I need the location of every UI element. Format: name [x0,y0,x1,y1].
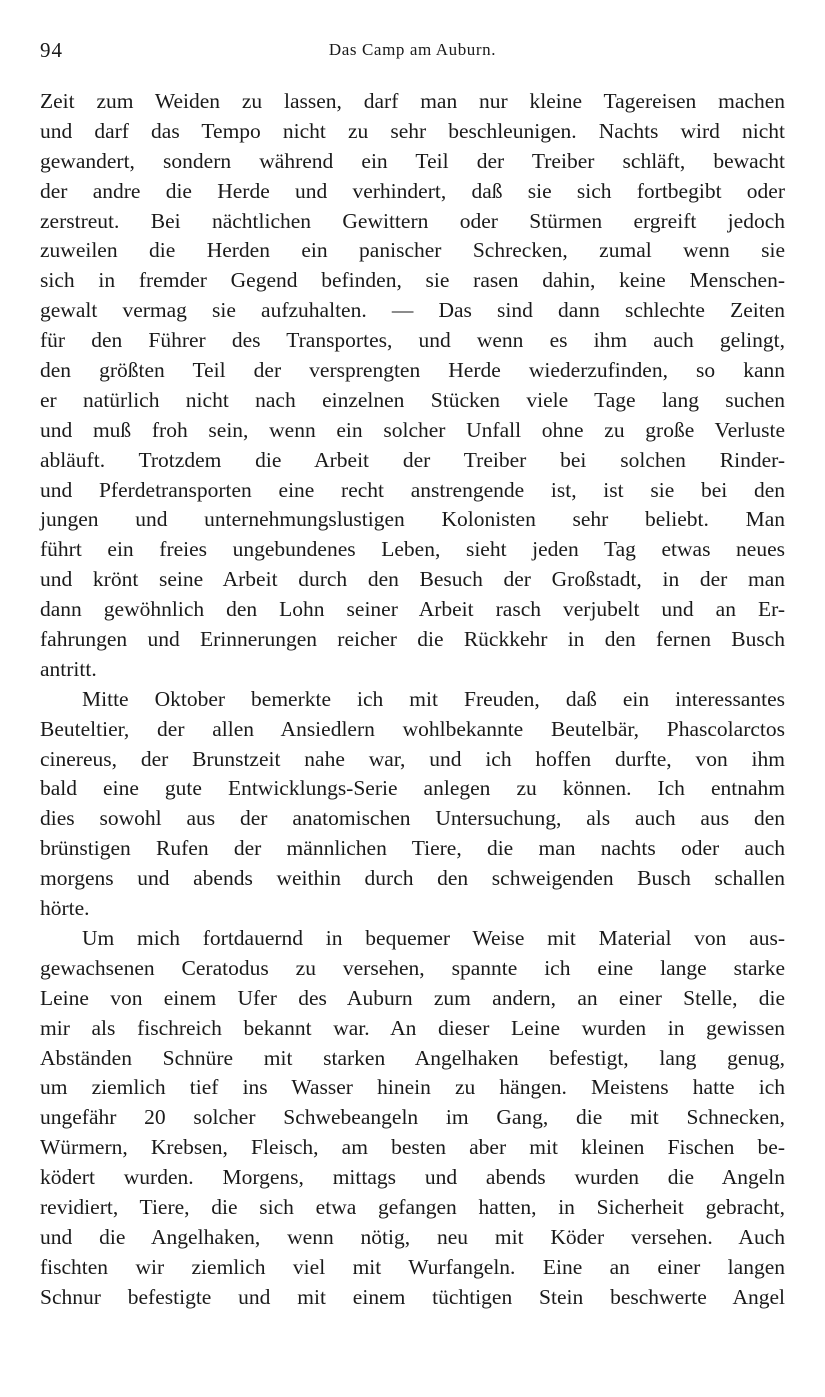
text-line: bald eine gute Entwicklungs-Serie anlegen zu können. Ich entnahm [40,776,785,801]
paragraph [40,924,785,1313]
text-line: jungen und unternehmungslustigen Kolonisten sehr beliebt. Man [40,507,785,532]
text-line: brünstigen Rufen der männlichen Tiere, die man nachts oder auch [40,836,785,861]
text-line: ködert wurden. Morgens, mittags und abends wurden die Angeln [40,1165,785,1190]
body-text [40,87,785,1313]
text-line: gewachsenen Ceratodus zu versehen, spannte ich eine lange starke [40,955,785,980]
text-line: ungefähr 20 solcher Schwebeangeln im Gang, die mit Schnecken, [40,1105,785,1130]
text-line: gewalt vermag sie aufzuhalten. — Das sind dann schlechte Zeiten [40,298,785,323]
text-line: Um mich fortdauernd in bequemer Weise mit Material von aus- [82,925,785,950]
text-line: morgens und abends weithin durch den schweigenden Busch schallen [40,866,785,891]
text-line: hörte. [40,896,90,921]
paragraph [40,87,785,685]
text-line: um ziemlich tief ins Wasser hinein zu hängen. Meistens hatte ich [40,1075,785,1100]
text-line: dann gewöhnlich den Lohn seiner Arbeit rasch verjubelt und an Er- [40,597,785,622]
text-line: Würmern, Krebsen, Fleisch, am besten aber mit kleinen Fischen be- [40,1135,785,1160]
page-number: 94 [40,38,63,62]
text-line: dies sowohl aus der anatomischen Untersuchung, als auch aus den [40,806,785,831]
text-line: er natürlich nicht nach einzelnen Stücken viele Tage lang suchen [40,387,785,412]
text-line: fahrungen und Erinnerungen reicher die Rückkehr in den fernen Busch [40,627,785,652]
text-line: zuweilen die Herden ein panischer Schrecken, zumal wenn sie [40,238,785,263]
text-line: und die Angelhaken, wenn nötig, neu mit Köder versehen. Auch [40,1224,785,1249]
text-line: den größten Teil der versprengten Herde wiederzufinden, so kann [40,358,785,383]
text-line: und krönt seine Arbeit durch den Besuch der Großstadt, in der man [40,567,785,592]
text-line: für den Führer des Transportes, und wenn es ihm auch gelingt, [40,328,785,353]
text-line: sich in fremder Gegend befinden, sie rasen dahin, keine Menschen- [40,268,785,293]
text-line: Zeit zum Weiden zu lassen, darf man nur kleine Tagereisen machen [40,89,785,113]
text-line: revidiert, Tiere, die sich etwa gefangen hatten, in Sicherheit gebracht, [40,1194,785,1219]
paragraph [40,685,785,924]
text-line: zerstreut. Bei nächtlichen Gewittern oder Stürmen ergreift jedoch [40,208,785,233]
text-line: Beuteltier, der allen Ansiedlern wohlbekannte Beutelbär, Phascolarctos [40,716,785,741]
text-line: der andre die Herde und verhindert, daß sie sich fortbegibt oder [40,178,785,203]
text-line: Schnur befestigte und mit einem tüchtigen Stein beschwerte Angel [40,1284,785,1309]
text-line: mir als fischreich bekannt war. An dieser Leine wurden in gewissen [40,1015,785,1040]
text-line: Mitte Oktober bemerkte ich mit Freuden, daß ein interessantes [82,686,785,711]
text-line: und Pferdetransporten eine recht anstrengende ist, ist sie bei den [40,477,785,502]
text-line: Abständen Schnüre mit starken Angelhaken befestigt, lang genug, [40,1045,785,1070]
text-line: führt ein freies ungebundenes Leben, sieht jeden Tag etwas neues [40,537,785,562]
text-line: und muß froh sein, wenn ein solcher Unfall ohne zu große Verluste [40,417,785,442]
text-line: fischten wir ziemlich viel mit Wurfangeln. Eine an einer langen [40,1254,785,1279]
text-line: gewandert, sondern während ein Teil der Treiber schläft, bewacht [40,148,785,173]
text-line: cinereus, der Brunstzeit nahe war, und ich hoffen durfte, von ihm [40,746,785,771]
text-line: und darf das Tempo nicht zu sehr beschleunigen. Nachts wird nicht [40,118,785,143]
running-title: Das Camp am Auburn. [328,40,497,59]
running-head [40,38,785,68]
text-line: abläuft. Trotzdem die Arbeit der Treiber bei solchen Rinder- [40,447,785,472]
text-line: Leine von einem Ufer des Auburn zum andern, an einer Stelle, die [40,985,785,1010]
text-line: antritt. [40,656,97,681]
